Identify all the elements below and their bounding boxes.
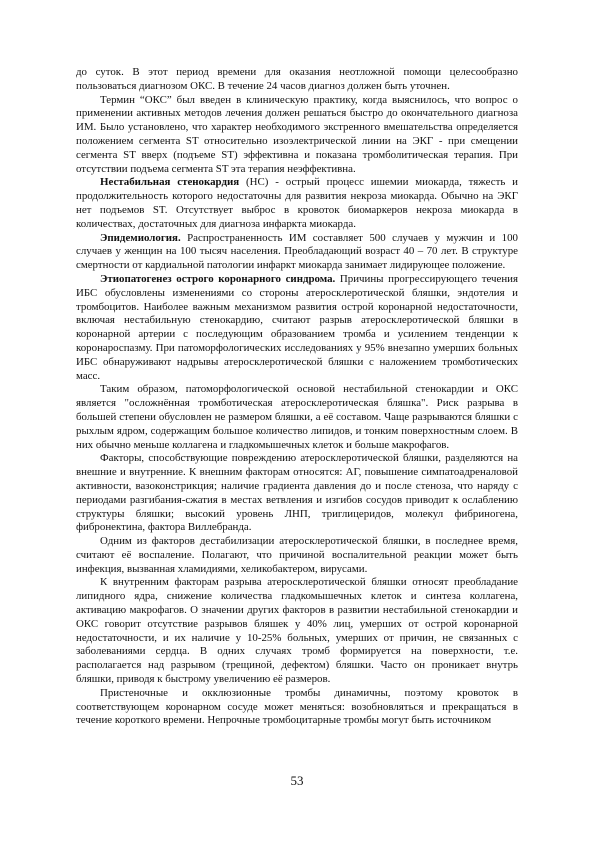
document-body (76, 66, 518, 728)
paragraph-6-text: Таким образом, патоморфологической основой нестабильной стенокардии и ОКС является "осложнённая тромботическая атеросклеротическая бляшка". Риск разрыва в большей степени обусловлен не размером бляшки, а её составом. Чаще разрываются бляшки с рыхлым ядром, содержащим большое количество липидов, и тонким поверхностным слоем. В них обычно меньше коллагена и гладкомышечных клеток и больше макрофагов. (76, 383, 518, 451)
paragraph-3-text: (НС) - острый процесс ишемии миокарда, тяжесть и продолжительность которого недостаточны для развития некроза миокарда. Обычно на ЭКГ нет подъемов ST. Отсутствует выброс в кровоток биомаркеров некроза миокарда в количествах, достаточных для диагноза инфаркта миокарда. (76, 176, 519, 230)
paragraph-1-text: до суток. В этот период времени для оказания неотложной помощи целесообразно пользоваться диагнозом ОКС. В течение 24 часов диагноз должен быть уточнен. (76, 66, 518, 92)
paragraph-5-text: Причины прогрессирующего течения ИБС обусловлены изменениями со стороны атеросклеротической бляшки, эндотелия и тромбоцитов. Наиболее важным механизмом развития острой коронарной недостаточности, включая нестабильную стенокардию, считают разрыв атеросклеротической бляшки в коронарной артерии с последующим образованием тромба и усилением тенденции к коронароспазму. При патоморфологических исследованиях у 95% внезапно умерших больных ИБС обнаруживают надрывы атеросклеротической бляшки с наложением тромботических масс. (76, 272, 518, 382)
page-number: 53 (290, 773, 304, 788)
paragraph-2 (76, 94, 518, 177)
paragraph-7-text: Факторы, способствующие повреждению атеросклеротической бляшки, разделяются на внешние и внутренние. К внешним факторам относятся: АГ, повышение симпатоадреналовой активности, вазоконстрикция; наличие градиента давления до и после стеноза, что наряду с периодами разгибания-сжатия в местах ветвления и изгибов сосудов приводит к ослаблению структуры бляшки; высокий уровень ЛНП, триглицеридов, молекул фибриногена, фибронектина, фактора Виллебранда. (76, 452, 518, 534)
paragraph-9 (76, 576, 518, 686)
paragraph-8 (76, 535, 518, 576)
paragraph-6 (76, 383, 518, 452)
paragraph-2-text: Термин “ОКС” был введен в клиническую практику, когда выяснилось, что вопрос о применении активных методов лечения должен решаться быстро до окончательного диагноза ИМ. Было установлено, что характер необходимого экстренного вмешательства определяется положением сегмента ST относительно изоэлектрической линии на ЭКГ - при смещении сегмента ST вверх (подъеме ST) эффективна и показана тромболитическая терапия. При отсутствии подъема сегмента ST эта терапия неэффективна. (76, 93, 518, 175)
paragraph-4-text: Распространенность ИМ составляет 500 случаев у мужчин и 100 случаев у женщин на 100 тысяч населения. Преобладающий возраст 40 – 70 лет. В структуре смертности от кардиальной патологии инфаркт миокарда занимает лидирующее положение. (76, 231, 518, 272)
paragraph-10 (76, 687, 518, 728)
paragraph-5-heading: Этиопатогенез острого коронарного синдрома. (100, 272, 336, 285)
paragraph-5 (76, 273, 518, 383)
paragraph-7 (76, 452, 518, 535)
paragraph-3-heading: Нестабильная стенокардия (100, 176, 240, 189)
paragraph-1 (76, 66, 518, 94)
paragraph-3 (76, 176, 518, 231)
paragraph-9-text: К внутренним факторам разрыва атеросклеротической бляшки относят преобладание липидного ядра, снижение количества гладкомышечных клеток и синтеза коллагена, активацию макрофагов. О значении других факторов в развитии нестабильной стенокардии и ОКС говорит отсутствие разрывов бляшек у 40% лиц, умерших от острой коронарной недостаточности, и их наличие у 10-25% больных, умерших от причин, не связанных с заболеваниями сердца. В одних случаях тромб формируется на поверхности, т.е. располагается над разрывом (трещиной, дефектом) бляшки. Часто он проникает внутрь бляшки, приводя к быстрому увеличению её размеров. (76, 576, 518, 686)
paragraph-4-heading: Эпидемиология. (100, 231, 181, 244)
paragraph-4 (76, 232, 518, 273)
paragraph-10-text: Пристеночные и окклюзионные тромбы динамичны, поэтому кровоток в соответствующем коронарном сосуде может меняться: возобновляться и прекращаться в течение короткого времени. Непрочные тромбоцитарные тромбы могут быть источником (76, 686, 518, 727)
paragraph-8-text: Одним из факторов дестабилизации атеросклеротической бляшки, в последнее время, считают её воспаление. Полагают, что причиной воспалительной реакции может быть инфекция, вызванная хламидиями, хеликобактером, вирусами. (76, 535, 518, 575)
